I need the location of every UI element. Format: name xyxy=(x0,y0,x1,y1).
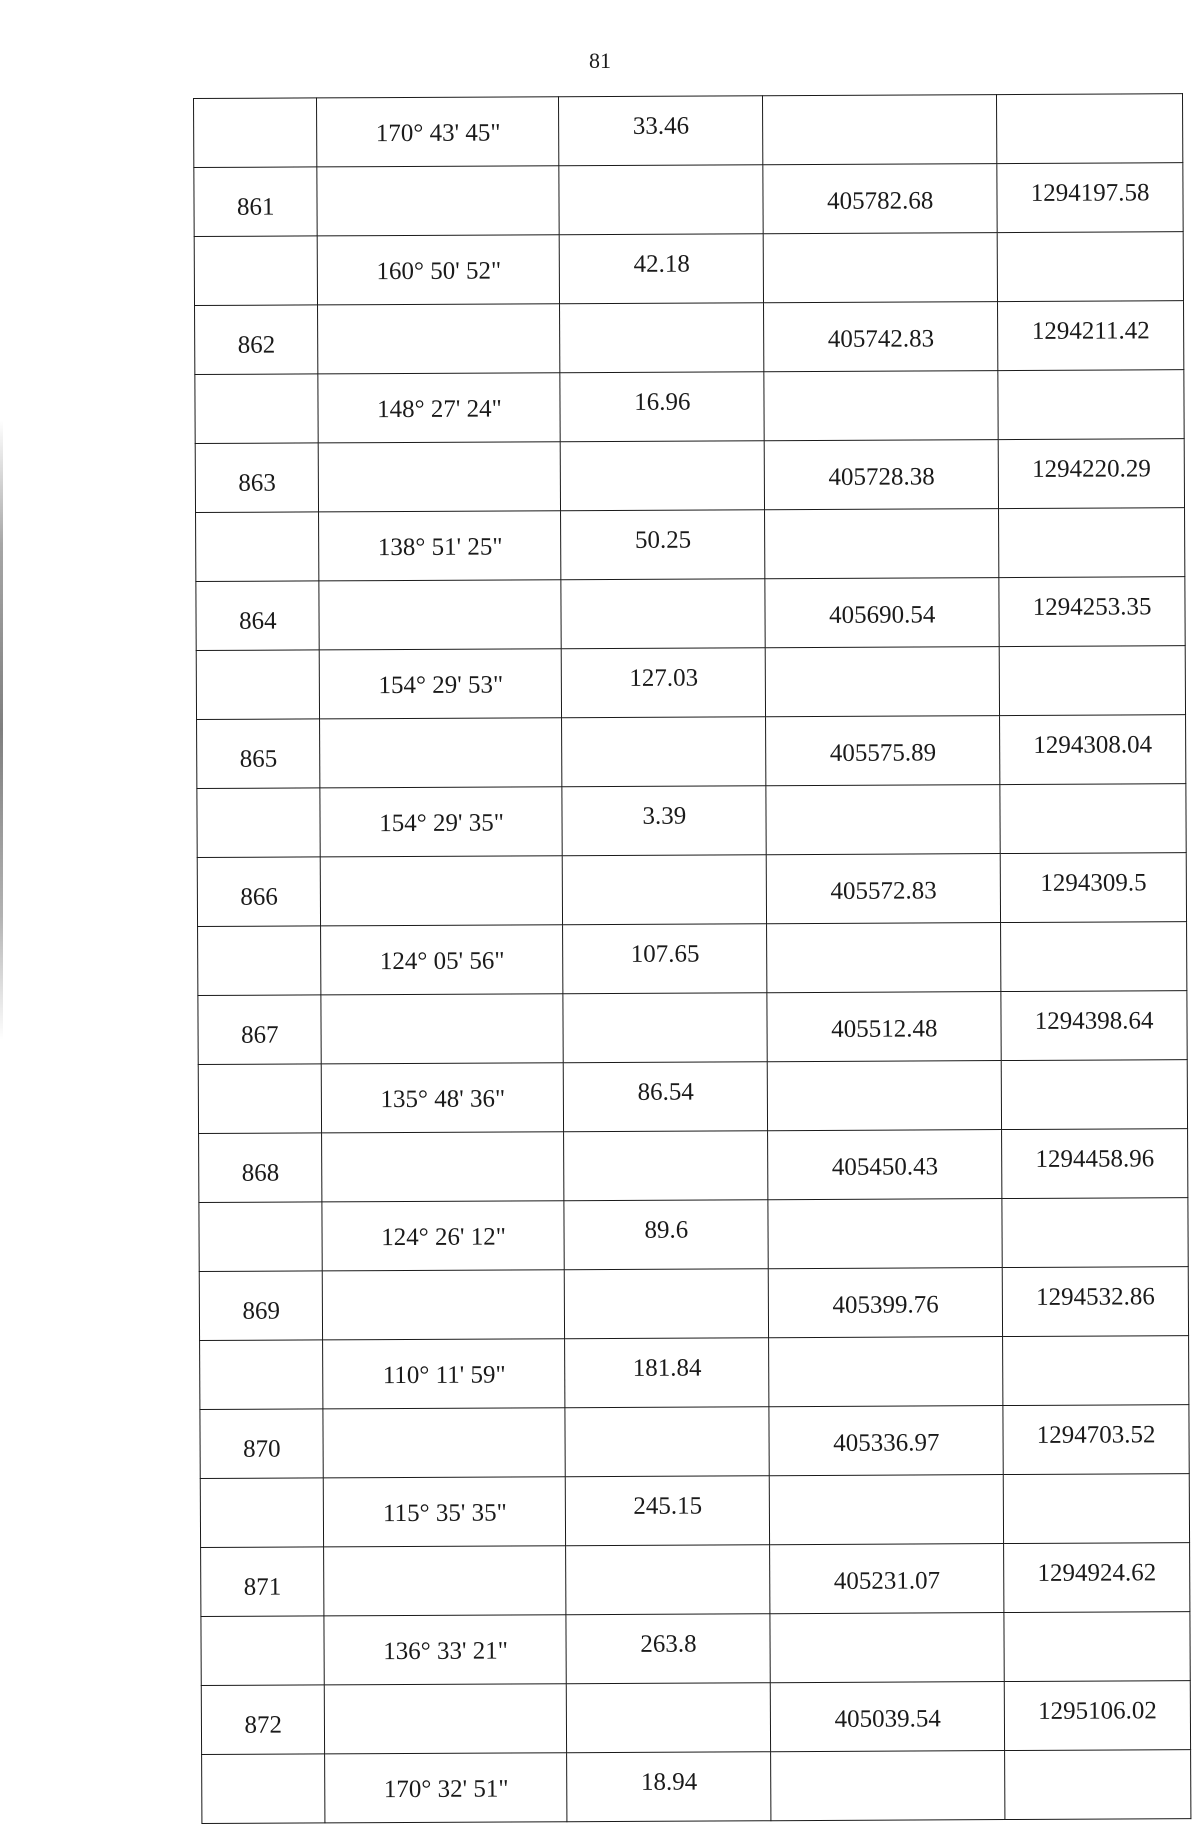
easting-cell xyxy=(763,95,997,165)
easting-cell: 405742.83 xyxy=(764,302,998,372)
point-number-cell xyxy=(195,374,319,444)
distance-cell xyxy=(559,165,763,235)
distance-cell xyxy=(562,717,766,787)
easting-cell xyxy=(765,647,999,717)
northing-cell xyxy=(997,94,1183,164)
northing-cell: 1294220.29 xyxy=(998,439,1184,509)
point-row xyxy=(201,1543,1190,1617)
northing-cell xyxy=(1000,784,1186,854)
northing-cell: 1294309.5 xyxy=(1000,853,1186,923)
survey-table-body xyxy=(194,94,1191,1824)
bearing-cell xyxy=(320,718,562,788)
point-number-cell xyxy=(202,1754,326,1824)
point-row xyxy=(201,1681,1190,1755)
bearing-cell xyxy=(325,1684,567,1754)
easting-cell: 405575.89 xyxy=(766,716,1000,786)
easting-cell: 405231.07 xyxy=(770,1544,1004,1614)
point-row xyxy=(197,853,1186,927)
segment-row xyxy=(198,922,1187,996)
point-number-cell: 862 xyxy=(195,305,319,375)
northing-cell xyxy=(1003,1336,1189,1406)
segment-row xyxy=(194,232,1183,306)
northing-cell: 1294532.86 xyxy=(1002,1267,1188,1337)
northing-cell: 1295106.02 xyxy=(1004,1681,1190,1751)
easting-cell xyxy=(764,371,998,441)
point-number-cell xyxy=(197,788,321,858)
point-number-cell: 869 xyxy=(199,1271,323,1341)
point-number-cell: 870 xyxy=(200,1409,324,1479)
point-row xyxy=(196,577,1185,651)
bearing-cell xyxy=(324,1546,566,1616)
bearing-cell: 170° 32' 51" xyxy=(325,1753,567,1823)
bearing-cell: 148° 27' 24" xyxy=(318,373,560,443)
easting-cell xyxy=(766,785,1000,855)
distance-cell xyxy=(560,303,764,373)
distance-cell xyxy=(561,441,765,511)
easting-cell: 405450.43 xyxy=(768,1130,1002,1200)
easting-cell: 405512.48 xyxy=(767,992,1001,1062)
point-number-cell xyxy=(199,1202,323,1272)
easting-cell xyxy=(768,1199,1002,1269)
distance-cell: 33.46 xyxy=(559,96,763,166)
point-number-cell: 868 xyxy=(199,1133,323,1203)
northing-cell xyxy=(1001,1060,1187,1130)
bearing-cell: 115° 35' 35" xyxy=(324,1477,566,1547)
point-number-cell: 867 xyxy=(198,995,322,1065)
easting-cell: 405690.54 xyxy=(765,578,999,648)
point-number-cell: 866 xyxy=(197,857,321,927)
distance-cell: 86.54 xyxy=(564,1062,768,1132)
northing-cell xyxy=(1004,1612,1190,1682)
point-number-cell xyxy=(198,926,322,996)
bearing-cell xyxy=(322,1132,564,1202)
bearing-cell xyxy=(319,580,561,650)
bearing-cell xyxy=(323,1408,565,1478)
segment-row xyxy=(195,370,1184,444)
point-number-cell: 872 xyxy=(201,1685,325,1755)
point-number-cell: 861 xyxy=(194,167,318,237)
bearing-cell: 160° 50' 52" xyxy=(318,235,560,305)
segment-row xyxy=(201,1612,1190,1686)
segment-row xyxy=(196,646,1185,720)
segment-row xyxy=(202,1750,1191,1824)
bearing-cell: 138° 51' 25" xyxy=(319,511,561,581)
point-row xyxy=(195,301,1184,375)
segment-row xyxy=(196,508,1185,582)
bearing-cell xyxy=(323,1270,565,1340)
northing-cell: 1294458.96 xyxy=(1002,1129,1188,1199)
easting-cell xyxy=(771,1751,1005,1821)
easting-cell xyxy=(769,1337,1003,1407)
distance-cell xyxy=(566,1545,770,1615)
bearing-cell xyxy=(321,994,563,1064)
easting-cell xyxy=(765,509,999,579)
bearing-cell: 154° 29' 53" xyxy=(320,649,562,719)
distance-cell: 89.6 xyxy=(564,1200,768,1270)
bearing-cell: 170° 43' 45" xyxy=(317,97,559,167)
bearing-cell: 124° 05' 56" xyxy=(321,925,563,995)
distance-cell: 18.94 xyxy=(567,1752,771,1822)
easting-cell xyxy=(767,1061,1001,1131)
northing-cell: 1294197.58 xyxy=(997,163,1183,233)
segment-row xyxy=(197,784,1186,858)
distance-cell: 181.84 xyxy=(565,1338,769,1408)
northing-cell: 1294308.04 xyxy=(1000,715,1186,785)
point-row xyxy=(194,163,1183,237)
easting-cell xyxy=(770,1613,1004,1683)
point-number-cell: 864 xyxy=(196,581,320,651)
distance-cell: 16.96 xyxy=(560,372,764,442)
bearing-cell: 135° 48' 36" xyxy=(322,1063,564,1133)
distance-cell xyxy=(563,855,767,925)
segment-row xyxy=(200,1336,1189,1410)
segment-row xyxy=(200,1474,1189,1548)
northing-cell xyxy=(997,232,1183,302)
bearing-cell: 136° 33' 21" xyxy=(324,1615,566,1685)
easting-cell: 405336.97 xyxy=(769,1406,1003,1476)
segment-row xyxy=(194,94,1183,168)
bearing-cell xyxy=(318,304,560,374)
point-number-cell xyxy=(200,1340,324,1410)
northing-cell xyxy=(1005,1750,1191,1820)
point-row xyxy=(198,991,1187,1065)
point-number-cell: 871 xyxy=(201,1547,325,1617)
easting-cell: 405782.68 xyxy=(763,164,997,234)
northing-cell: 1294211.42 xyxy=(998,301,1184,371)
bearing-cell xyxy=(317,166,559,236)
distance-cell: 42.18 xyxy=(560,234,764,304)
bearing-cell: 124° 26' 12" xyxy=(322,1201,564,1271)
distance-cell: 3.39 xyxy=(562,786,766,856)
northing-cell xyxy=(999,508,1185,578)
distance-cell xyxy=(565,1407,769,1477)
northing-cell xyxy=(999,646,1185,716)
bearing-cell: 154° 29' 35" xyxy=(320,787,562,857)
segment-row xyxy=(199,1198,1188,1272)
easting-cell: 405039.54 xyxy=(771,1682,1005,1752)
northing-cell: 1294924.62 xyxy=(1004,1543,1190,1613)
northing-cell: 1294253.35 xyxy=(999,577,1185,647)
easting-cell xyxy=(770,1475,1004,1545)
point-number-cell xyxy=(194,236,318,306)
northing-cell xyxy=(998,370,1184,440)
segment-row xyxy=(198,1060,1187,1134)
northing-cell: 1294398.64 xyxy=(1001,991,1187,1061)
northing-cell xyxy=(1002,1198,1188,1268)
point-number-cell xyxy=(196,650,320,720)
point-number-cell: 865 xyxy=(197,719,321,789)
distance-cell: 107.65 xyxy=(563,924,767,994)
point-row xyxy=(197,715,1186,789)
point-row xyxy=(200,1405,1189,1479)
bearing-cell: 110° 11' 59" xyxy=(323,1339,565,1409)
distance-cell: 245.15 xyxy=(566,1476,770,1546)
point-number-cell: 863 xyxy=(195,443,319,513)
scan-edge-shadow xyxy=(0,420,3,1040)
distance-cell xyxy=(567,1683,771,1753)
point-row xyxy=(199,1267,1188,1341)
distance-cell xyxy=(564,1131,768,1201)
northing-cell xyxy=(1001,922,1187,992)
point-row xyxy=(199,1129,1188,1203)
distance-cell: 263.8 xyxy=(566,1614,770,1684)
easting-cell: 405728.38 xyxy=(764,440,998,510)
bearing-cell xyxy=(319,442,561,512)
northing-cell xyxy=(1003,1474,1189,1544)
easting-cell: 405572.83 xyxy=(766,854,1000,924)
page-number: 81 xyxy=(589,48,611,73)
point-number-cell xyxy=(198,1064,322,1134)
distance-cell: 127.03 xyxy=(562,648,766,718)
point-number-cell xyxy=(200,1478,324,1548)
distance-cell xyxy=(563,993,767,1063)
distance-cell: 50.25 xyxy=(561,510,765,580)
point-row xyxy=(195,439,1184,513)
point-number-cell xyxy=(201,1616,325,1686)
easting-cell xyxy=(763,233,997,303)
bearing-cell xyxy=(321,856,563,926)
distance-cell xyxy=(561,579,765,649)
point-number-cell xyxy=(196,512,320,582)
easting-cell: 405399.76 xyxy=(768,1268,1002,1338)
easting-cell xyxy=(767,923,1001,993)
survey-table-container xyxy=(193,93,1191,1824)
survey-coordinates-table xyxy=(193,93,1191,1824)
distance-cell xyxy=(565,1269,769,1339)
northing-cell: 1294703.52 xyxy=(1003,1405,1189,1475)
point-number-cell xyxy=(194,98,318,168)
